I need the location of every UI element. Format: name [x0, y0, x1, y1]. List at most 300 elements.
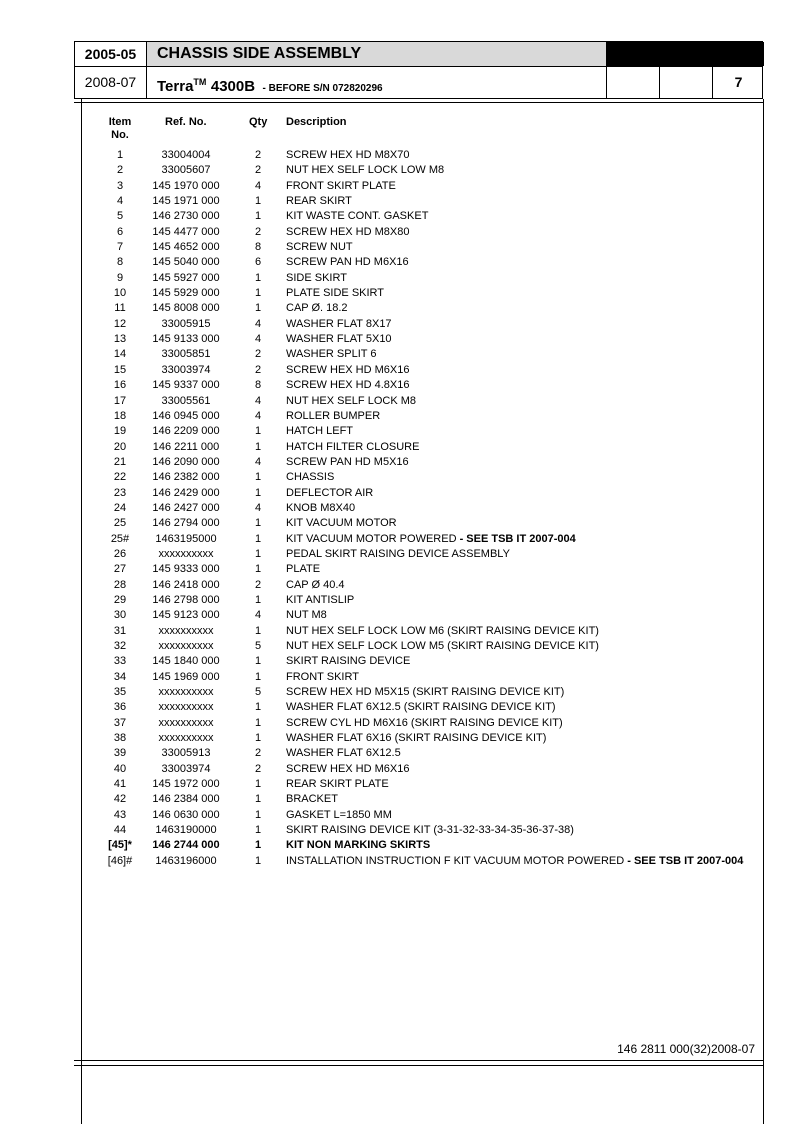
description-cell: [286, 347, 376, 362]
description-cell: [286, 639, 599, 654]
ref-number: 146 2429 000: [152, 486, 220, 499]
description: SCREW HEX HD M8X70: [286, 149, 410, 161]
description-cell: [286, 394, 416, 409]
item-number: 41: [113, 778, 127, 791]
description: SKIRT RAISING DEVICE KIT (3-31-32-33-34-35-36-37-38): [286, 824, 574, 837]
ref-number: 33003974: [161, 363, 211, 376]
item-number: 25: [113, 517, 127, 530]
description: SIDE SKIRT: [286, 271, 347, 284]
description: SCREW NUT: [286, 241, 353, 254]
table-row: [0, 225, 793, 240]
quantity: 2: [254, 348, 262, 361]
ref-number: xxxxxxxxxx: [158, 716, 214, 729]
description-cell: [286, 654, 410, 669]
ref-number: 146 2209 000: [152, 425, 220, 438]
quantity: 6: [254, 256, 262, 269]
description: NUT M8: [286, 609, 327, 622]
description-cell: [286, 838, 430, 853]
ref-number: 146 2382 000: [152, 471, 220, 484]
item-number: 42: [113, 793, 127, 806]
quantity: 1: [254, 271, 262, 284]
description-cell: [286, 225, 409, 240]
description-cell: [286, 424, 353, 439]
date-end: 2008-07: [75, 66, 147, 99]
ref-number: 146 2744 000: [152, 839, 220, 852]
item-number: 14: [113, 348, 127, 361]
description-cell: [286, 163, 444, 178]
table-row: [0, 424, 793, 439]
table-row: [0, 808, 793, 823]
quantity: 1: [254, 210, 262, 223]
item-number: 21: [113, 455, 127, 468]
description-cell: [286, 301, 348, 316]
description-cell: [286, 854, 743, 869]
quantity: 1: [254, 655, 262, 668]
item-number: 26: [113, 547, 127, 560]
description-cell: [286, 516, 397, 531]
quantity: 1: [254, 532, 262, 545]
ref-number: 33005561: [161, 394, 211, 407]
ref-number: 33005913: [161, 747, 211, 760]
item-number: 20: [113, 440, 127, 453]
description: SCREW PAN HD M6X16: [286, 256, 409, 269]
ref-number: 145 1970 000: [152, 179, 220, 192]
ref-number: 145 1971 000: [152, 195, 220, 208]
section-title: CHASSIS SIDE ASSEMBLY: [147, 42, 607, 66]
description: FRONT SKIRT: [286, 670, 359, 683]
quantity: 2: [254, 363, 262, 376]
description: SCREW HEX HD M5X15 (SKIRT RAISING DEVICE KIT): [286, 686, 565, 699]
quantity: 1: [254, 701, 262, 714]
description-cell: [286, 777, 389, 792]
description: KIT NON MARKING SKIRTS: [286, 839, 431, 852]
quantity: 4: [254, 333, 262, 346]
item-number: 32: [113, 640, 127, 652]
column-header-item: Item No.: [108, 116, 132, 141]
quantity: 1: [254, 778, 262, 791]
description-cell: [286, 209, 428, 224]
description-cell: [286, 716, 563, 731]
item-number: 18: [113, 409, 127, 422]
parts-list: [0, 148, 793, 869]
ref-number: 146 2427 000: [152, 501, 220, 514]
description: GASKET L=1850 MM: [286, 808, 392, 821]
table-row: [0, 700, 793, 715]
description-cell: [286, 593, 354, 608]
table-row: [0, 470, 793, 485]
quantity: 1: [254, 839, 262, 852]
table-row: [0, 394, 793, 409]
description: CHASSIS: [286, 471, 335, 484]
item-number: 24: [113, 501, 127, 514]
table-row: [0, 762, 793, 777]
description-cell: [286, 255, 409, 270]
quantity: 1: [254, 302, 262, 315]
table-row: [0, 532, 793, 547]
description: PLATE: [286, 563, 321, 576]
description: CAP Ø 40.4: [286, 578, 345, 591]
table-row: [0, 593, 793, 608]
table-row: [0, 240, 793, 255]
description: WASHER FLAT 5X10: [286, 333, 392, 346]
header-row-2: [75, 66, 762, 99]
ref-number: 33003974: [161, 762, 211, 775]
description: WASHER FLAT 6X16 (SKIRT RAISING DEVICE KIT): [286, 732, 547, 745]
quantity: 2: [254, 149, 262, 161]
description: SKIRT RAISING DEVICE: [286, 655, 411, 668]
ref-number: 145 4652 000: [152, 241, 220, 254]
table-row: [0, 378, 793, 393]
description-cell: [286, 624, 599, 639]
quantity: 2: [254, 747, 262, 760]
quantity: 1: [254, 195, 262, 208]
description-cell: [286, 409, 380, 424]
description-cell: [286, 700, 556, 715]
ref-number: 145 1969 000: [152, 670, 220, 683]
table-row: [0, 777, 793, 792]
description-cell: [286, 240, 353, 255]
item-number: [45]*: [108, 839, 132, 852]
quantity: 1: [254, 486, 262, 499]
quantity: 1: [254, 808, 262, 821]
ref-number: 145 9337 000: [152, 379, 220, 392]
ref-number: 33005851: [161, 348, 211, 361]
table-row: [0, 654, 793, 669]
description: SCREW HEX HD M8X80: [286, 225, 410, 238]
header-blank-box-1: [607, 66, 660, 99]
tsb-reference: - SEE TSB IT 2007-004: [624, 854, 744, 867]
quantity: 5: [254, 640, 262, 652]
table-row: [0, 148, 793, 163]
description-cell: [286, 823, 574, 838]
quantity: 8: [254, 379, 262, 392]
table-row: [0, 255, 793, 270]
description: WASHER FLAT 6X12.5 (SKIRT RAISING DEVICE KIT): [286, 701, 556, 714]
table-row: [0, 409, 793, 424]
quantity: 1: [254, 793, 262, 806]
quantity: 1: [254, 517, 262, 530]
ref-number: 145 1972 000: [152, 778, 220, 791]
ref-number: 145 5927 000: [152, 271, 220, 284]
table-row: [0, 838, 793, 853]
description-cell: [286, 378, 409, 393]
description-cell: [286, 578, 345, 593]
table-row: [0, 578, 793, 593]
table-row: [0, 792, 793, 807]
quantity: 2: [254, 225, 262, 238]
ref-number: 145 9133 000: [152, 333, 220, 346]
header-blank-box-2: [660, 66, 713, 99]
description: SCREW HEX HD M6X16: [286, 762, 410, 775]
description: NUT HEX SELF LOCK LOW M5 (SKIRT RAISING DEVICE KIT): [286, 640, 599, 652]
item-number: 44: [113, 824, 127, 837]
description-cell: [286, 286, 384, 301]
item-number: 19: [113, 425, 127, 438]
item-number: 36: [113, 701, 127, 714]
item-number: 15: [113, 363, 127, 376]
quantity: 2: [254, 164, 262, 177]
ref-number: xxxxxxxxxx: [158, 732, 214, 745]
description: KIT WASTE CONT. GASKET: [286, 210, 429, 223]
ref-number: 145 4477 000: [152, 225, 220, 238]
table-row: [0, 440, 793, 455]
item-number: 23: [113, 486, 127, 499]
quantity: 4: [254, 455, 262, 468]
description-cell: [286, 148, 409, 163]
item-number: 1: [116, 149, 124, 161]
quantity: 1: [254, 593, 262, 606]
ref-number: 146 2211 000: [152, 440, 220, 453]
description-cell: [286, 271, 347, 286]
item-number: 9: [116, 271, 124, 284]
ref-number: 146 0945 000: [152, 409, 220, 422]
ref-number: 1463195000: [155, 532, 217, 545]
description-cell: [286, 194, 352, 209]
table-row: [0, 455, 793, 470]
description-cell: [286, 470, 334, 485]
description-cell: [286, 670, 359, 685]
table-row: [0, 286, 793, 301]
ref-number: 33005607: [161, 164, 211, 177]
quantity: 5: [254, 686, 262, 699]
ref-number: 146 0630 000: [152, 808, 220, 821]
item-number: 30: [113, 609, 127, 622]
header-row-1: [75, 42, 762, 67]
document-code: 146 2811 000(32)2008-07: [617, 1042, 755, 1056]
model-trademark: TM: [193, 77, 207, 87]
column-header-description: Description: [286, 116, 347, 128]
ref-number: 145 1840 000: [152, 655, 220, 668]
table-row: [0, 301, 793, 316]
table-row: [0, 516, 793, 531]
table-row: [0, 731, 793, 746]
ref-number: 145 5040 000: [152, 256, 220, 269]
item-number: 13: [113, 333, 127, 346]
quantity: 4: [254, 609, 262, 622]
quantity: 8: [254, 241, 262, 254]
description: WASHER SPLIT 6: [286, 348, 377, 361]
description-cell: [286, 486, 373, 501]
ref-number: xxxxxxxxxx: [158, 640, 214, 652]
item-number: 38: [113, 732, 127, 745]
description-cell: [286, 731, 546, 746]
item-number: 12: [113, 317, 127, 330]
footer-line-1: [74, 1060, 763, 1061]
quantity: 1: [254, 425, 262, 438]
description: SCREW CYL HD M6X16 (SKIRT RAISING DEVICE KIT): [286, 716, 563, 729]
table-row: [0, 347, 793, 362]
description: NUT HEX SELF LOCK LOW M6 (SKIRT RAISING DEVICE KIT): [286, 624, 599, 637]
date-start: 2005-05: [75, 42, 147, 66]
description: KIT VACUUM MOTOR: [286, 517, 397, 530]
model-name: Terra: [157, 78, 194, 95]
item-number: 4: [116, 195, 124, 208]
table-row: [0, 271, 793, 286]
header-block: [74, 41, 763, 99]
table-row: [0, 670, 793, 685]
item-number: 16: [113, 379, 127, 392]
description-cell: [286, 792, 338, 807]
item-number: 7: [116, 241, 124, 254]
header-black-box: [607, 42, 764, 66]
ref-number: 146 2418 000: [152, 578, 220, 591]
table-row: [0, 332, 793, 347]
item-number: [46]#: [107, 854, 133, 867]
ref-number: 145 8008 000: [152, 302, 220, 315]
ref-number: 146 2794 000: [152, 517, 220, 530]
quantity: 1: [254, 670, 262, 683]
quantity: 1: [254, 471, 262, 484]
description-cell: [286, 685, 564, 700]
table-row: [0, 317, 793, 332]
ref-number: 33005915: [161, 317, 211, 330]
item-number: 37: [113, 716, 127, 729]
description: KNOB M8X40: [286, 501, 356, 514]
table-row: [0, 547, 793, 562]
table-row: [0, 685, 793, 700]
model-number: 4300B: [210, 78, 256, 95]
description: ROLLER BUMPER: [286, 409, 381, 422]
item-number: 33: [113, 655, 127, 668]
description-cell: [286, 317, 392, 332]
description-cell: [286, 532, 576, 547]
description: WASHER FLAT 6X12.5: [286, 747, 401, 760]
description: INSTALLATION INSTRUCTION F KIT VACUUM MOTOR POWERED: [286, 854, 625, 867]
item-number: 34: [113, 670, 127, 683]
ref-number: 145 5929 000: [152, 287, 220, 300]
ref-number: xxxxxxxxxx: [158, 547, 214, 560]
table-row: [0, 624, 793, 639]
table-row: [0, 363, 793, 378]
column-header-ref: Ref. No.: [165, 116, 207, 128]
description: SCREW HEX HD 4.8X16: [286, 379, 410, 392]
table-row: [0, 562, 793, 577]
description: HATCH FILTER CLOSURE: [286, 440, 420, 453]
description-cell: [286, 332, 392, 347]
description: REAR SKIRT PLATE: [286, 778, 389, 791]
table-row: [0, 194, 793, 209]
description: REAR SKIRT: [286, 195, 352, 208]
item-number: 29: [113, 593, 127, 606]
item-number: 43: [113, 808, 127, 821]
item-number: 11: [114, 302, 126, 315]
frame-top-line: [74, 102, 763, 103]
item-number: 35: [113, 686, 127, 699]
table-row: [0, 823, 793, 838]
item-number: 8: [116, 256, 124, 269]
item-number: 17: [113, 394, 127, 407]
footer-line-2: [74, 1065, 763, 1066]
description-cell: [286, 547, 510, 562]
item-number: 31: [113, 624, 127, 637]
quantity: 4: [254, 394, 262, 407]
ref-number: 146 2730 000: [152, 210, 220, 223]
description-cell: [286, 363, 409, 378]
table-row: [0, 163, 793, 178]
quantity: 2: [254, 762, 262, 775]
description: KIT VACUUM MOTOR POWERED: [286, 532, 457, 545]
quantity: 1: [254, 624, 262, 637]
description: WASHER FLAT 8X17: [286, 317, 392, 330]
ref-number: xxxxxxxxxx: [158, 686, 214, 699]
description-cell: [286, 501, 355, 516]
ref-number: xxxxxxxxxx: [158, 624, 214, 637]
description: DEFLECTOR AIR: [286, 486, 374, 499]
quantity: 1: [254, 547, 262, 560]
item-number: 40: [113, 762, 127, 775]
tsb-reference: - SEE TSB IT 2007-004: [456, 532, 576, 545]
table-row: [0, 746, 793, 761]
quantity: 1: [254, 716, 262, 729]
item-number: 6: [116, 225, 124, 238]
description-cell: [286, 455, 409, 470]
model-title: [147, 66, 607, 99]
quantity: 4: [254, 317, 262, 330]
description: HATCH LEFT: [286, 425, 354, 438]
item-number: 2: [116, 164, 124, 177]
quantity: 1: [254, 440, 262, 453]
description: SCREW HEX HD M6X16: [286, 363, 410, 376]
ref-number: 33004004: [161, 149, 211, 161]
ref-number: 1463196000: [155, 854, 217, 867]
description-cell: [286, 440, 419, 455]
item-number: 22: [113, 471, 127, 484]
description: PLATE SIDE SKIRT: [286, 287, 385, 300]
description: CAP Ø. 18.2: [286, 302, 348, 315]
item-number: 5: [116, 210, 124, 223]
description: FRONT SKIRT PLATE: [286, 179, 396, 192]
ref-number: xxxxxxxxxx: [158, 701, 214, 714]
table-row: [0, 716, 793, 731]
quantity: 4: [254, 501, 262, 514]
quantity: 2: [254, 578, 262, 591]
description: NUT HEX SELF LOCK M8: [286, 394, 416, 407]
ref-number: 146 2384 000: [152, 793, 220, 806]
description-cell: [286, 562, 320, 577]
quantity: 1: [254, 563, 262, 576]
ref-number: 145 9333 000: [152, 563, 220, 576]
item-number: 3: [116, 179, 124, 192]
table-row: [0, 486, 793, 501]
table-row: [0, 501, 793, 516]
ref-number: 145 9123 000: [152, 609, 220, 622]
description: BRACKET: [286, 793, 338, 806]
item-number: 39: [113, 747, 127, 760]
quantity: 1: [254, 824, 262, 837]
model-note: - BEFORE S/N 072820296: [262, 83, 383, 94]
ref-number: 146 2090 000: [152, 455, 220, 468]
quantity: 4: [254, 179, 262, 192]
item-number: 25#: [110, 532, 130, 545]
table-row: [0, 209, 793, 224]
quantity: 1: [254, 854, 262, 867]
page-number: 7: [734, 74, 743, 90]
description-cell: [286, 179, 396, 194]
table-row: [0, 854, 793, 869]
table-row: [0, 179, 793, 194]
quantity: 1: [254, 732, 262, 745]
ref-number: 146 2798 000: [152, 593, 220, 606]
description: PEDAL SKIRT RAISING DEVICE ASSEMBLY: [286, 547, 510, 560]
table-row: [0, 608, 793, 623]
description: SCREW PAN HD M5X16: [286, 455, 409, 468]
quantity: 1: [254, 287, 262, 300]
description: NUT HEX SELF LOCK LOW M8: [286, 164, 445, 177]
item-number: 10: [113, 287, 127, 300]
description: KIT ANTISLIP: [286, 593, 355, 606]
description-cell: [286, 762, 409, 777]
quantity: 4: [254, 409, 262, 422]
